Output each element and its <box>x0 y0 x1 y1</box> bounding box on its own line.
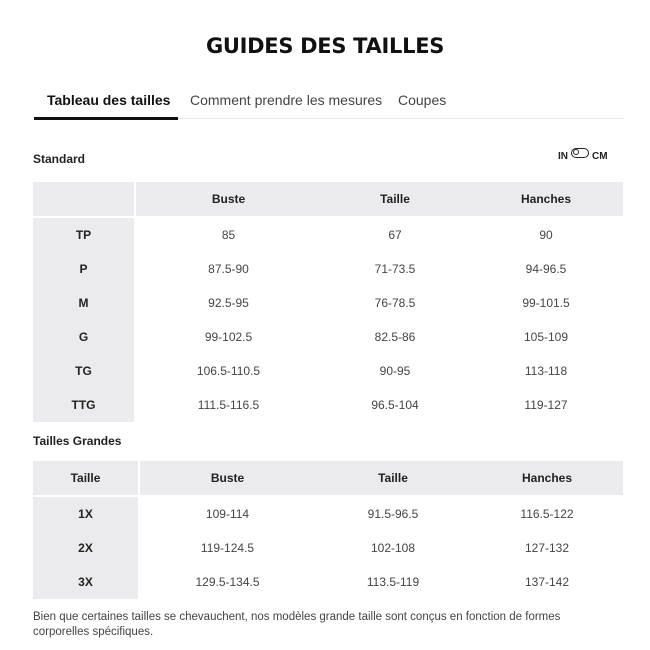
cell-taille: 113.5-119 <box>366 575 420 589</box>
row-size-label: 1X <box>33 497 140 531</box>
tab-how-to-measure[interactable]: Comment prendre les mesures <box>190 92 383 108</box>
table-row <box>33 531 623 565</box>
row-size-label: P <box>33 252 136 286</box>
plus-size-table <box>33 461 623 599</box>
row-size-label: 2X <box>33 531 140 565</box>
cell-buste: 106.5-110.5 <box>196 364 261 378</box>
page-title: GUIDES DES TAILLES <box>205 34 445 58</box>
cell-taille: 90-95 <box>379 364 411 378</box>
table-header-row <box>33 182 623 218</box>
cell-taille: 76-78.5 <box>374 296 416 310</box>
cell-hanches: 127-132 <box>524 541 570 555</box>
cell-taille: 82.5-86 <box>374 330 416 344</box>
table-row <box>33 286 623 320</box>
row-size-label: G <box>33 320 136 354</box>
table-row <box>33 354 623 388</box>
cell-hanches: 99-101.5 <box>522 296 570 310</box>
cell-hanches: 90 <box>539 228 553 242</box>
standard-size-table <box>33 182 623 422</box>
table-row <box>33 320 623 354</box>
column-header-taille: Taille <box>315 461 471 497</box>
column-header-hanches: Hanches <box>469 182 623 218</box>
cell-buste: 109-114 <box>205 507 250 521</box>
row-size-label: TP <box>33 218 136 252</box>
plus-size-section-label: Tailles Grandes <box>33 434 122 448</box>
cell-hanches: 105-109 <box>523 330 569 344</box>
column-header-buste: Buste <box>140 461 315 497</box>
column-header-taille: Taille <box>321 182 469 218</box>
cell-hanches: 137-142 <box>524 575 570 589</box>
tab-fits[interactable]: Coupes <box>398 92 447 108</box>
fit-note: Bien que certaines tailles se chevauchent, nos modèles grande taille sont conçus en fonction de formes corporelles spécifiques. <box>33 611 561 638</box>
cell-taille: 91.5-96.5 <box>367 507 419 521</box>
row-size-label: 3X <box>33 565 140 599</box>
table-row <box>33 252 623 286</box>
column-header-size: Taille <box>33 461 140 497</box>
column-header-hanches: Hanches <box>471 461 623 497</box>
cell-buste: 119-124.5 <box>200 541 255 555</box>
row-size-label: TTG <box>33 388 136 422</box>
unit-toggle[interactable] <box>558 151 608 162</box>
cell-taille: 96.5-104 <box>371 398 419 412</box>
cell-taille: 67 <box>388 228 402 242</box>
row-size-label: TG <box>33 354 136 388</box>
tab-bar <box>34 86 624 119</box>
cell-buste: 129.5-134.5 <box>195 575 260 589</box>
table-row <box>33 565 623 599</box>
cell-taille: 102-108 <box>370 541 416 555</box>
corner-cell <box>33 182 136 218</box>
unit-cm-label[interactable]: CM <box>592 151 608 162</box>
cell-buste: 87.5-90 <box>208 262 249 276</box>
table-row <box>33 388 623 422</box>
cell-buste: 99-102.5 <box>204 330 253 344</box>
table-row <box>33 497 623 531</box>
cell-hanches: 119-127 <box>524 398 568 412</box>
standard-section-label: Standard <box>33 152 86 166</box>
table-row <box>33 218 623 252</box>
cell-buste: 111.5-116.5 <box>197 398 260 412</box>
row-size-label: M <box>33 286 136 320</box>
unit-in-label[interactable]: IN <box>558 151 568 162</box>
column-header-buste: Buste <box>136 182 321 218</box>
toggle-switch-icon[interactable] <box>571 148 589 158</box>
cell-hanches: 113-118 <box>524 364 568 378</box>
cell-hanches: 94-96.5 <box>525 262 567 276</box>
cell-hanches: 116.5-122 <box>520 507 574 521</box>
active-tab-indicator <box>34 117 178 120</box>
tab-size-chart[interactable]: Tableau des tailles <box>47 92 171 108</box>
cell-taille: 71-73.5 <box>374 262 416 276</box>
cell-buste: 92.5-95 <box>208 296 249 310</box>
cell-buste: 85 <box>221 228 236 242</box>
table-header-row <box>33 461 623 497</box>
